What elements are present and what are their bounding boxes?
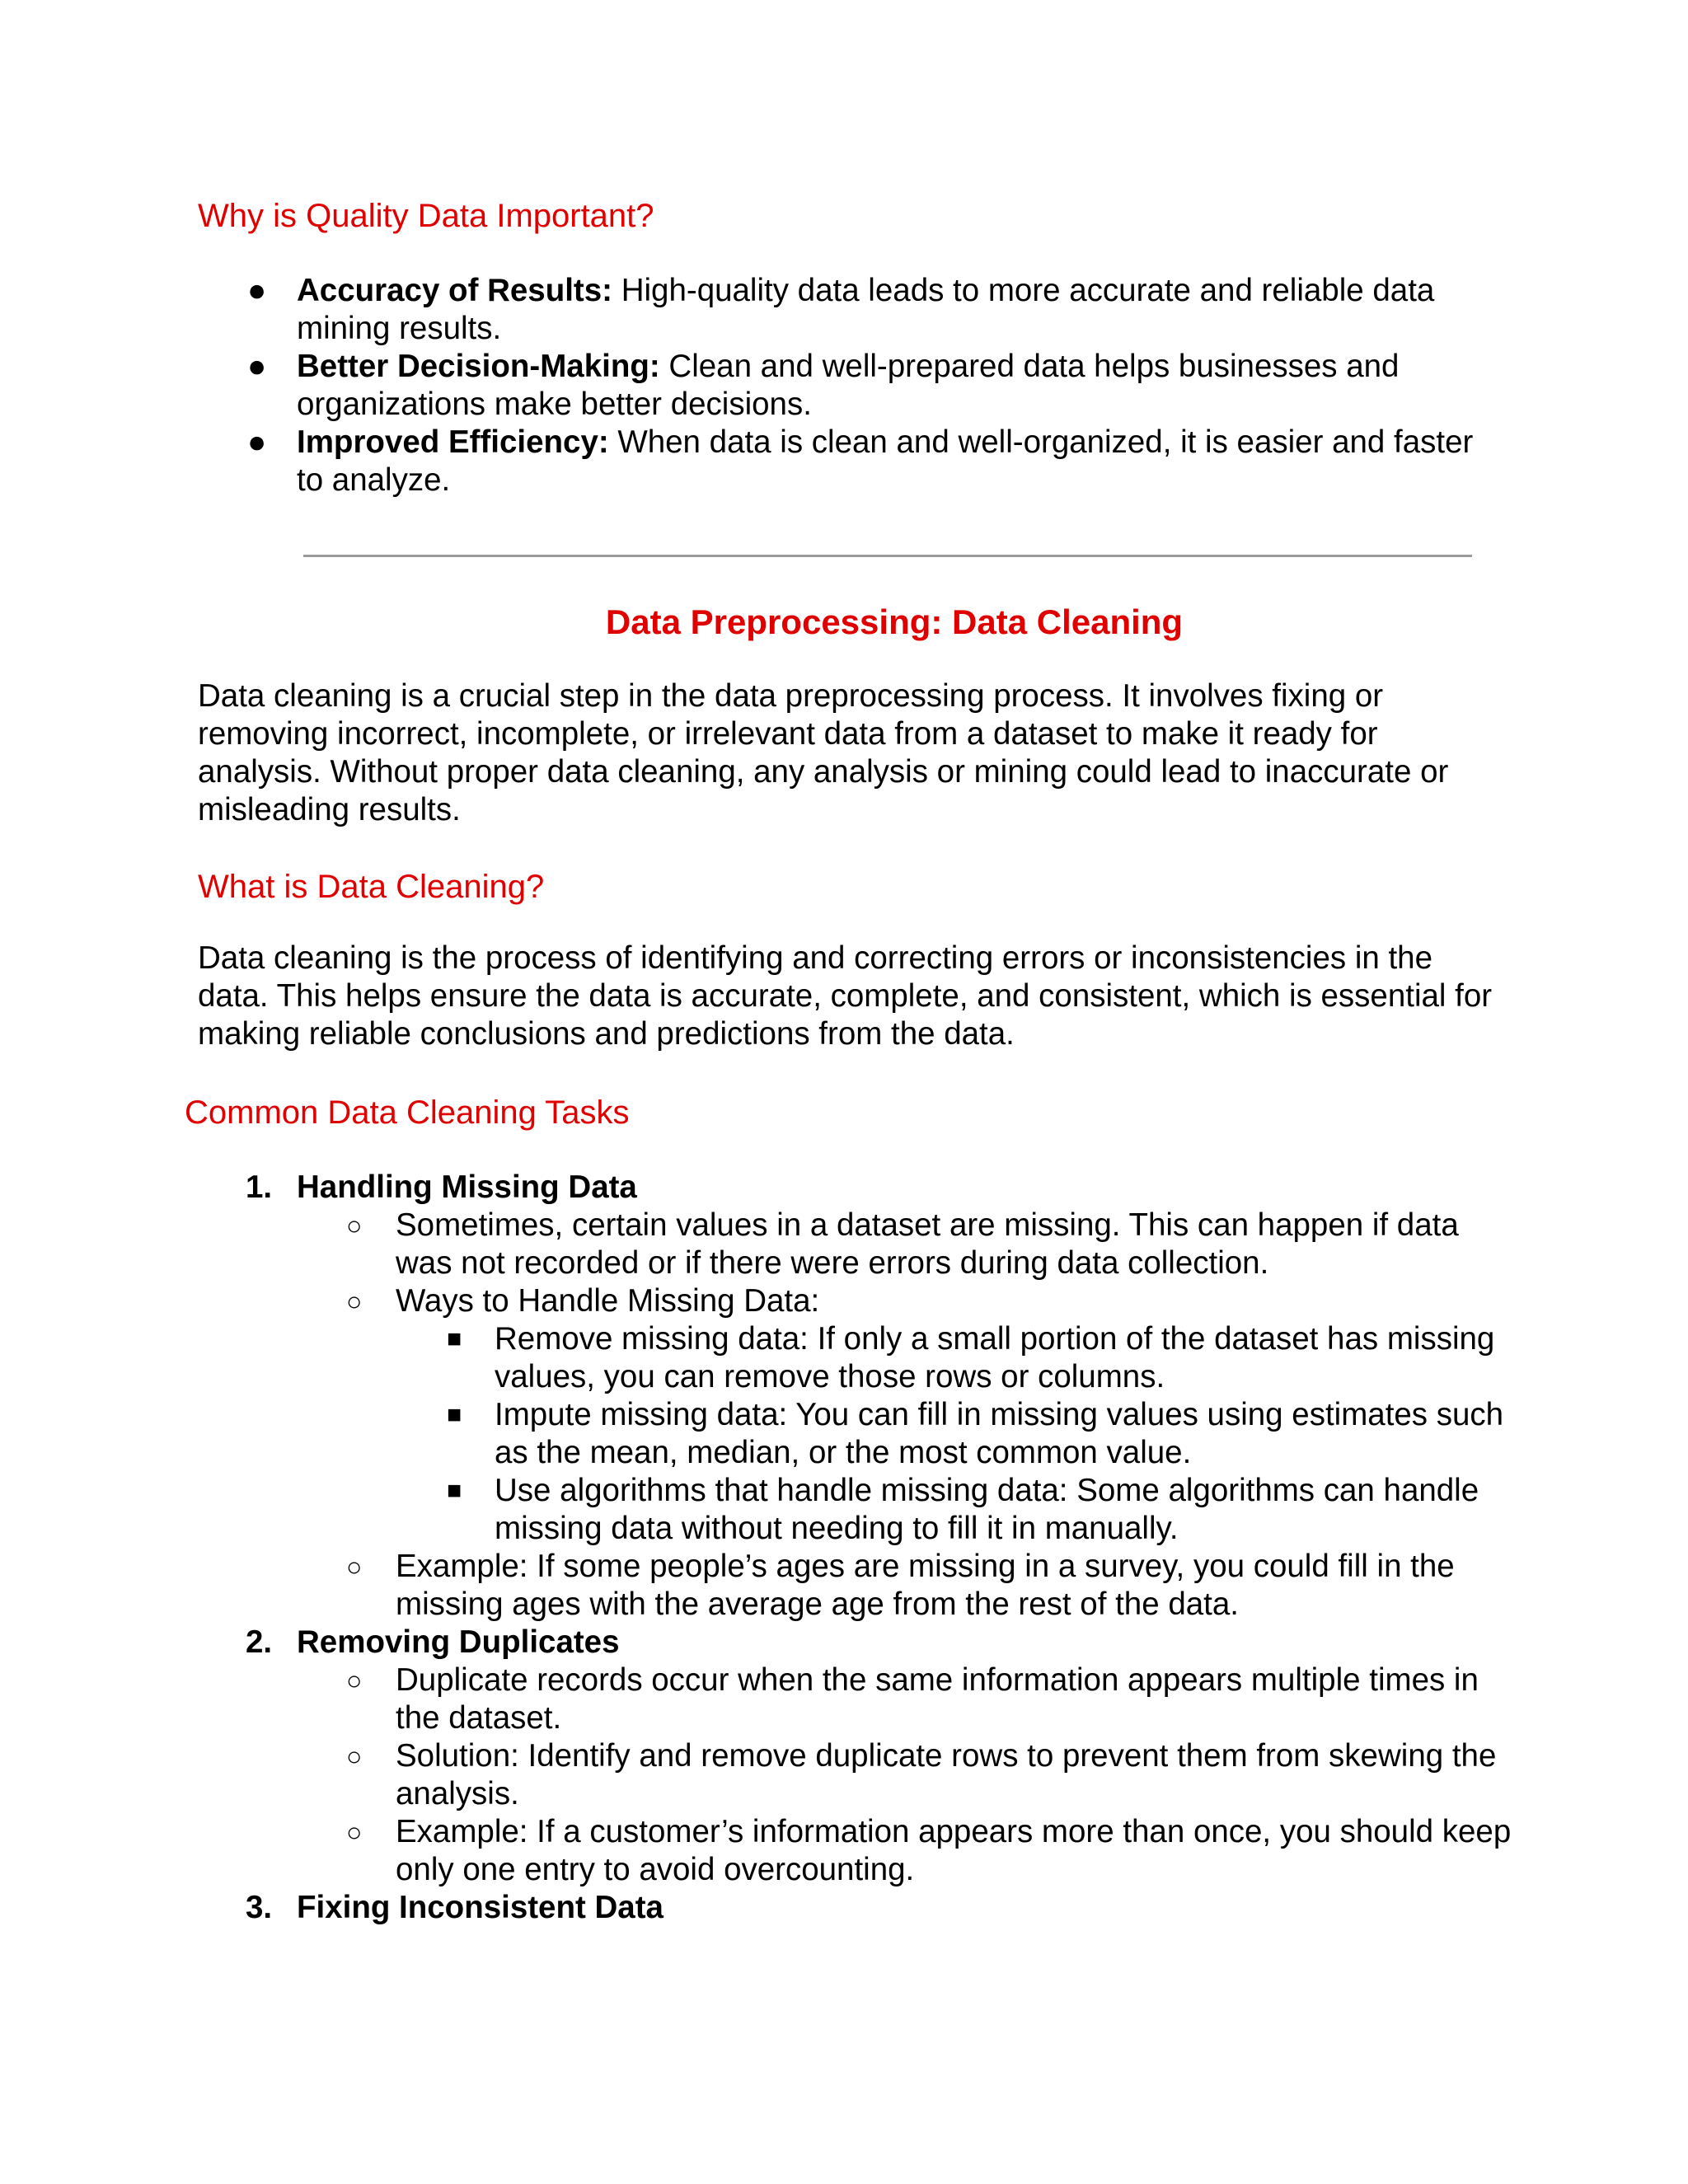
- task-item-2: [198, 1624, 1517, 1661]
- quality-bullet-list: [198, 272, 1500, 499]
- sub-sub-item: [198, 1396, 1517, 1472]
- bullet-term: Improved Efficiency:: [297, 424, 609, 460]
- sub-item: [198, 1282, 1517, 1320]
- list-number: 3.: [246, 1890, 273, 1925]
- heading-what-is-data-cleaning: What is Data Cleaning?: [198, 869, 545, 905]
- bullet-term: Better Decision-Making:: [297, 349, 660, 384]
- tasks-list: [198, 1169, 1517, 1927]
- square-marker: ■: [447, 1477, 462, 1504]
- bullet-term: Accuracy of Results:: [297, 273, 612, 308]
- sub-item-text: Example: If some people’s ages are missing in a survey, you could fill in the missing ages with the average age from the rest of the data.: [396, 1549, 1455, 1622]
- horizontal-divider: [303, 555, 1472, 557]
- sub-item-text: Example: If a customer’s information appears more than once, you should keep only one entry to avoid overcounting.: [396, 1814, 1512, 1887]
- sub-sub-item: [198, 1320, 1517, 1396]
- bullet-item: [198, 348, 1500, 424]
- bullet-marker: ●: [247, 349, 267, 384]
- circle-marker: ○: [346, 1741, 363, 1771]
- sub-sub-item-text: Impute missing data: You can fill in missing values using estimates such as the mean, median, or the most common value.: [495, 1397, 1504, 1470]
- section-title: Data Preprocessing: Data Cleaning: [605, 602, 1184, 641]
- circle-marker: ○: [346, 1286, 363, 1316]
- bullet-marker: ●: [247, 273, 267, 308]
- bullet-item: [198, 424, 1500, 499]
- sub-sub-item-text: Use algorithms that handle missing data: Some algorithms can handle missing data without needing to fill it in manually.: [495, 1473, 1479, 1546]
- circle-marker: ○: [346, 1666, 363, 1695]
- task-item-3: [198, 1889, 1517, 1927]
- bullet-marker: ●: [247, 424, 267, 460]
- task-item-1: [198, 1169, 1517, 1207]
- sub-item-text: Sometimes, certain values in a dataset are missing. This can happen if data was not recorded or if there were errors during data collection.: [396, 1207, 1459, 1281]
- bullet-text: Clean and well-prepared data helps businesses and organizations make better decisions.: [297, 349, 1400, 422]
- bullet-item: [198, 272, 1500, 348]
- bullet-text: When data is clean and well-organized, it is easier and faster to analyze.: [297, 424, 1474, 498]
- heading-quality-data: Why is Quality Data Important?: [198, 198, 654, 234]
- sub-item-text: Solution: Identify and remove duplicate rows to prevent them from skewing the analysis.: [396, 1738, 1497, 1811]
- task-title: Removing Duplicates: [297, 1624, 620, 1660]
- sub-sub-item: [198, 1472, 1517, 1548]
- intro-paragraph: Data cleaning is a crucial step in the data preprocessing process. It involves fixing or removing incorrect, incomplete, or irrelevant data from a dataset to make it ready for analysis. Without proper data cleaning, any analysis or mining could lead to inaccurate or misleading results.: [198, 678, 1449, 827]
- list-number: 2.: [246, 1624, 273, 1660]
- sub-item: [198, 1737, 1517, 1813]
- what-paragraph: Data cleaning is the process of identifying and correcting errors or inconsistencies in the data. This helps ensure the data is accurate, complete, and consistent, which is essential for making reliable conclusions and predictions from the data.: [198, 940, 1493, 1052]
- sub-item: [198, 1661, 1517, 1737]
- sub-sub-item-text: Remove missing data: If only a small portion of the dataset has missing values, you can remove those rows or columns.: [495, 1321, 1495, 1394]
- circle-marker: ○: [346, 1817, 363, 1847]
- task-title: Handling Missing Data: [297, 1169, 637, 1205]
- square-marker: ■: [447, 1401, 462, 1428]
- sub-item: [198, 1548, 1517, 1624]
- square-marker: ■: [447, 1325, 462, 1352]
- sub-item: [198, 1207, 1517, 1282]
- sub-item-text: Ways to Handle Missing Data:: [396, 1283, 820, 1319]
- sub-item-text: Duplicate records occur when the same information appears multiple times in the dataset.: [396, 1662, 1479, 1736]
- list-number: 1.: [246, 1169, 273, 1205]
- task-title: Fixing Inconsistent Data: [297, 1890, 663, 1925]
- circle-marker: ○: [346, 1211, 363, 1240]
- sub-item: [198, 1813, 1517, 1889]
- heading-common-tasks: Common Data Cleaning Tasks: [185, 1094, 630, 1131]
- circle-marker: ○: [346, 1552, 363, 1582]
- bullet-text: High-quality data leads to more accurate and reliable data mining results.: [297, 273, 1435, 346]
